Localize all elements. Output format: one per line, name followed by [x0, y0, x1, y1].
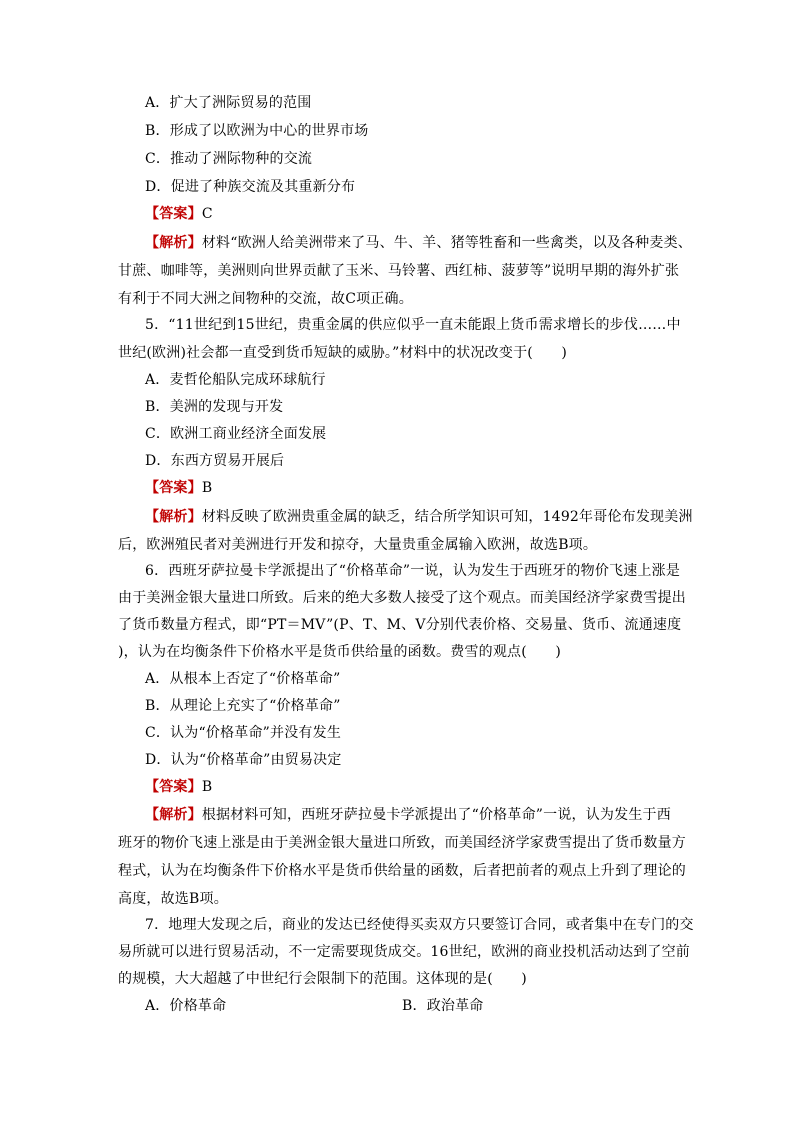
analysis-tag: 【解析】: [145, 807, 202, 823]
q5-option-b: B．美洲的发现与开发: [145, 399, 284, 415]
q6-analysis-line-1: [145, 806, 671, 824]
analysis-tag: 【解析】: [145, 509, 202, 525]
q7-stem-line-3: 的规模，大大超越了中世纪行会限制下的范围。这体现的是( ): [118, 971, 527, 987]
q4-analysis-line-2: 甘蔗、咖啡等，美洲则向世界贡献了玉米、马铃薯、西红柿、菠萝等”说明早期的海外扩张: [118, 263, 680, 279]
answer-value: B: [201, 779, 213, 795]
q6-stem-line-4: )，认为在均衡条件下价格水平是货币供给量的函数。费雪的观点( ): [118, 644, 561, 660]
q6-analysis-line-3: 程式，认为在均衡条件下价格水平是货币供给量的函数，后者把前者的观点上升到了理论的: [118, 863, 686, 879]
q4-option-c: C．推动了洲际物种的交流: [145, 151, 313, 167]
q4-option-d: D．促进了种族交流及其重新分布: [145, 179, 356, 195]
answer-value: C: [201, 206, 213, 222]
q7-stem-line-2: 易所就可以进行贸易活动，不一定需要现货成交。16世纪，欧洲的商业投机活动达到了空前: [118, 944, 691, 960]
q6-analysis-line-4: 高度，故选B项。: [118, 891, 228, 907]
q7-option-b: B．政治革命: [402, 998, 484, 1014]
q6-stem-line-2: 由于美洲金银大量进口所致。后来的绝大多数人接受了这个观点。而美国经济学家费雪提出: [118, 590, 686, 606]
q5-stem-line-1: 5．“11世纪到15世纪，贵重金属的供应似乎一直未能跟上货币需求增长的步伐……中: [145, 317, 681, 333]
q5-stem-line-2: 世纪(欧洲)社会都一直受到货币短缺的威胁。”材料中的状况改变于( ): [118, 345, 568, 361]
q7-stem-line-1: 7．地理大发现之后，商业的发达已经使得买卖双方只要签订合同，或者集中在专门的交: [145, 917, 694, 933]
q6-option-c: C．认为“价格革命”并没有发生: [145, 725, 342, 741]
q5-analysis-line-2: 后，欧洲殖民者对美洲进行开发和掠夺，大量贵重金属输入欧洲，故选B项。: [118, 537, 598, 553]
analysis-text: 材料反映了欧洲贵重金属的缺乏，结合所学知识可知，1492年哥伦布发现美洲: [201, 509, 693, 525]
answer-tag: 【答案】: [145, 480, 202, 496]
analysis-tag: 【解析】: [145, 235, 202, 251]
analysis-text: 材料“欧洲人给美洲带来了马、牛、羊、猪等牲畜和一些禽类，以及各种麦类、: [201, 235, 692, 251]
q5-option-a: A．麦哲伦船队完成环球航行: [145, 372, 326, 388]
q4-analysis-line-1: [145, 234, 692, 252]
q5-option-c: C．欧洲工商业经济全面发展: [145, 426, 327, 442]
q4-answer: [145, 205, 213, 223]
answer-tag: 【答案】: [145, 779, 202, 795]
q6-answer: [145, 778, 212, 796]
q6-stem-line-1: 6．西班牙萨拉曼卡学派提出了“价格革命”一说，认为发生于西班牙的物价飞速上涨是: [145, 563, 681, 579]
q4-analysis-line-3: 有利于不同大洲之间物种的交流，故C项正确。: [118, 291, 413, 307]
q4-option-b: B．形成了以欧洲为中心的世界市场: [145, 123, 369, 139]
analysis-text: 根据材料可知，西班牙萨拉曼卡学派提出了“价格革命”一说，认为发生于西: [201, 807, 671, 823]
q6-option-d: D．认为“价格革命”由贸易决定: [145, 752, 342, 768]
q5-option-d: D．东西方贸易开展后: [145, 453, 285, 469]
answer-value: B: [201, 480, 213, 496]
answer-tag: 【答案】: [145, 206, 202, 222]
q5-answer: [145, 479, 212, 497]
q6-option-a: A．从根本上否定了“价格革命”: [145, 671, 341, 687]
q5-analysis-line-1: [145, 508, 693, 526]
q6-analysis-line-2: 班牙的物价飞速上涨是由于美洲金银大量进口所致，而美国经济学家费雪提出了货币数量方: [118, 835, 686, 851]
q4-option-a: A．扩大了洲际贸易的范围: [145, 95, 312, 111]
q7-option-a: A．价格革命: [145, 998, 227, 1014]
q6-option-b: B．从理论上充实了“价格革命”: [145, 698, 341, 714]
q6-stem-line-3: 了货币数量方程式，即“PT＝MV”(P、T、M、V分别代表价格、交易量、货币、流通速度: [118, 617, 682, 633]
